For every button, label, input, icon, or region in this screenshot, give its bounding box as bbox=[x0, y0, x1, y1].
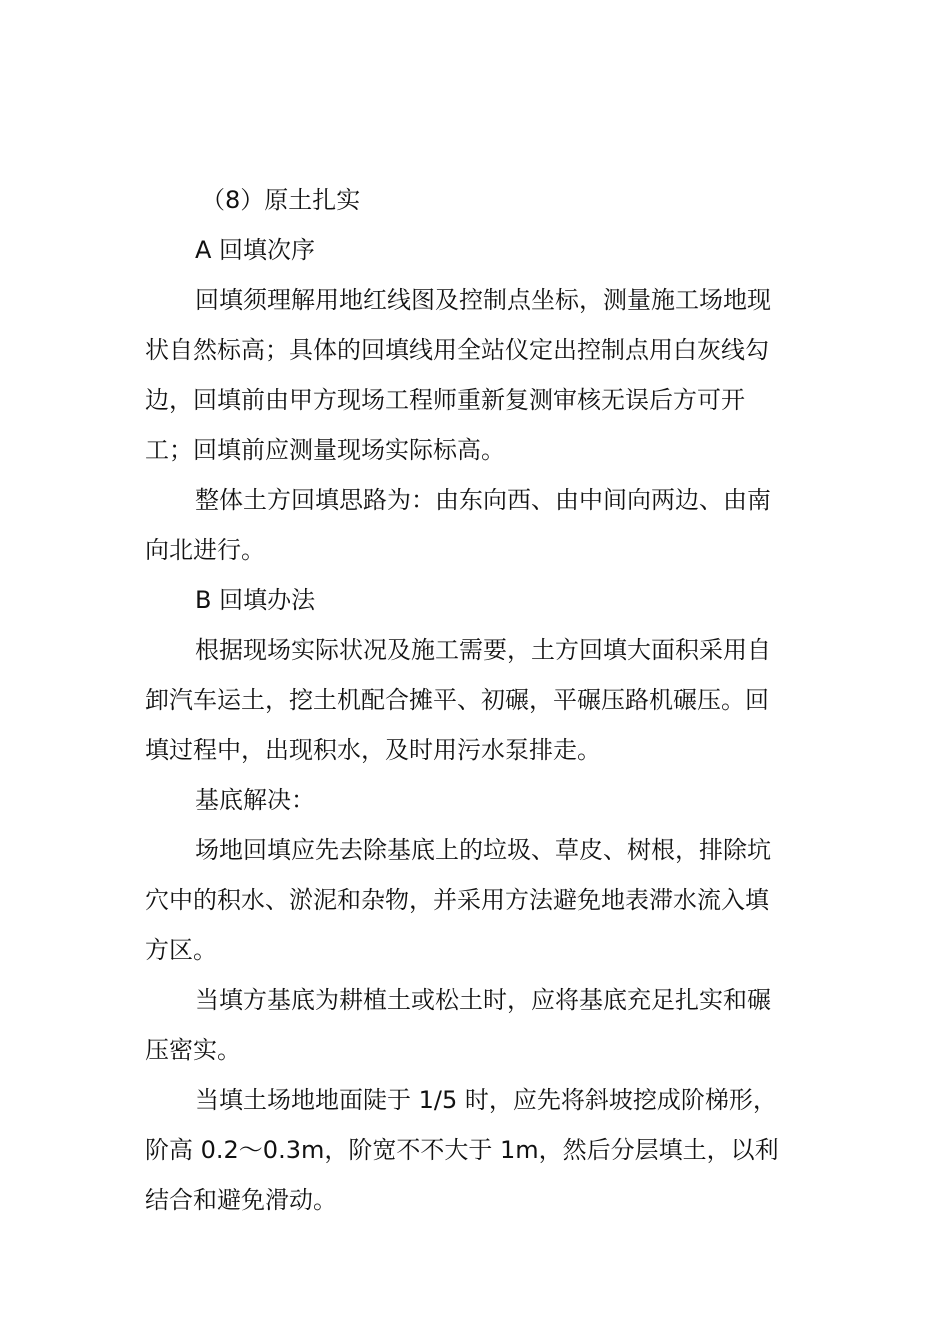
paragraph-slope-steps: 当填土场地地面陡于 1/5 时，应先将斜坡挖成阶梯形，阶高 0.2～0.3m，阶宽不不大于 1m，然后分层填土，以利结合和避免滑动。 bbox=[145, 1086, 779, 1214]
paragraph-loose-soil: 当填方基底为耕植土或松土时，应将基底充足扎实和碾压密实。 bbox=[145, 986, 771, 1064]
subheading-b: B 回填办法 bbox=[195, 586, 316, 614]
paragraph-backfill-direction: 整体土方回填思路为：由东向西、由中间向两边、由南向北进行。 bbox=[145, 486, 771, 564]
paragraph-base-cleaning: 场地回填应先去除基底上的垃圾、草皮、树根，排除坑穴中的积水、淤泥和杂物，并采用方法避免地表滞水流入填方区。 bbox=[145, 836, 771, 964]
document-body bbox=[145, 175, 790, 1225]
subheading-base-treatment: 基底解决： bbox=[195, 786, 315, 814]
paragraph-backfill-method: 根据现场实际状况及施工需要，土方回填大面积采用自卸汽车运土，挖土机配合摊平、初碾，平碾压路机碾压。回填过程中，出现积水，及时用污水泵排走。 bbox=[145, 636, 771, 764]
paragraph-backfill-survey: 回填须理解用地红线图及控制点坐标，测量施工场地现状自然标高；具体的回填线用全站仪定出控制点用白灰线勾边，回填前由甲方现场工程师重新复测审核无误后方可开工；回填前应测量现场实际标高。 bbox=[145, 286, 771, 464]
subheading-a: A 回填次序 bbox=[195, 236, 316, 264]
section-heading-8: （8）原土扎实 bbox=[201, 186, 361, 214]
